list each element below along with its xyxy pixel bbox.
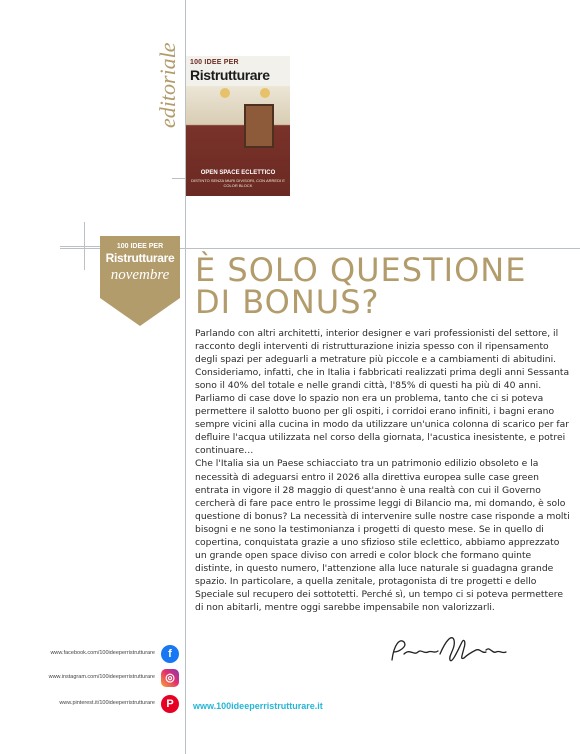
badge-line1: 100 IDEE PER	[116, 243, 164, 250]
pinterest-icon[interactable]: P	[161, 695, 179, 713]
title-line: È SOLO QUESTIONE	[195, 251, 527, 289]
facebook-icon[interactable]: f	[161, 645, 179, 663]
pinterest-url[interactable]: www.pinterest.it/100ideeperristrutturare	[59, 700, 155, 706]
instagram-url[interactable]: www.instagram.com/100ideeperristrutturare	[48, 674, 155, 680]
issue-badge	[100, 236, 180, 326]
cover-headline: OPEN SPACE ECLETTICO	[200, 170, 276, 176]
lamp-shape	[220, 88, 230, 98]
social-link-pinterest[interactable]	[0, 695, 185, 715]
instagram-icon[interactable]: ◎	[161, 669, 179, 687]
page-title	[195, 251, 575, 321]
magazine-cover	[186, 56, 290, 196]
social-link-facebook[interactable]	[0, 645, 185, 665]
lamp-shape	[260, 88, 270, 98]
section-label: editoriale	[155, 42, 180, 128]
cover-masthead: Ristrutturare	[190, 67, 270, 83]
facebook-url[interactable]: www.facebook.com/100ideeperristrutturare	[50, 650, 155, 656]
cover-masthead-small: 100 IDEE PER	[190, 59, 239, 66]
signature-image	[388, 630, 518, 670]
article-body	[195, 327, 570, 614]
badge-line2: Ristrutturare	[105, 251, 175, 265]
social-link-instagram[interactable]	[0, 669, 185, 689]
body-paragraph: Parlando con altri architetti, interior designer e vari professionisti del settore, il racconto degli interventi di ristrutturazione inizia spesso con il ripensamento degli spazi per adeguarli a metrature più piccole e a cambiamenti di abitudini. Consideriamo, infatti, che in Italia i fabbricati realizzati prima degli anni Sessanta sono il 40% del totale e nelle grandi città, l'85% di questi ha più di 40 anni. Parliamo di case dove lo spazio non era un problema, tanto che ci si poteva permettere il salotto buono per gli ospiti, i corridoi erano infiniti, i bagni erano sempre vicini alla cucina in modo da utilizzare un'unica colonna di scarico per far defluire l'acqua utilizzata nel corso della giornata, l'acustica inesistente, e potrei continuare…	[195, 328, 570, 457]
body-paragraph: Che l'Italia sia un Paese schiacciato tra un patrimonio edilizio obsoleto e la necessità di adeguarsi entro il 2026 alla direttiva europea sulle case green entrata in vigore il 28 maggio di quest'anno è una realtà con cui il Governo cercherà di fare pace entro le prossime leggi di Bilancio ma, mi domando, è solo questione di bonus? La necessità di intervenire sulle nostre case risponde a molti bisogni e ne sono la testimonianza i progetti di questo mese. Se in quello di copertina, conquistata grazie a uno sfizioso stile eclettico, abbiamo apprezzato un grande open space diviso con arredi e color block che formano quinte distinte, in questo numero, l'attenzione alla luce naturale si guadagna grande spazio. In particolare, a quella zenitale, protagonista di tre progetti e dello Speciale sul recupero dei sottotetti. Perché sì, un tempo ci si poteva permettere di non abitarli, mentre oggi sarebbe impensabile non valorizzarli.	[195, 458, 570, 613]
cover-shelf-shape	[244, 104, 274, 148]
website-link[interactable]: www.100ideeperristrutturare.it	[193, 701, 323, 711]
title-line: DI BONUS?	[195, 283, 380, 321]
badge-month: novembre	[110, 267, 170, 283]
cover-subline: DISTINTO SENZA MURI DIVISORI, CON ARREDI E COLOR BLOCK	[191, 178, 285, 188]
